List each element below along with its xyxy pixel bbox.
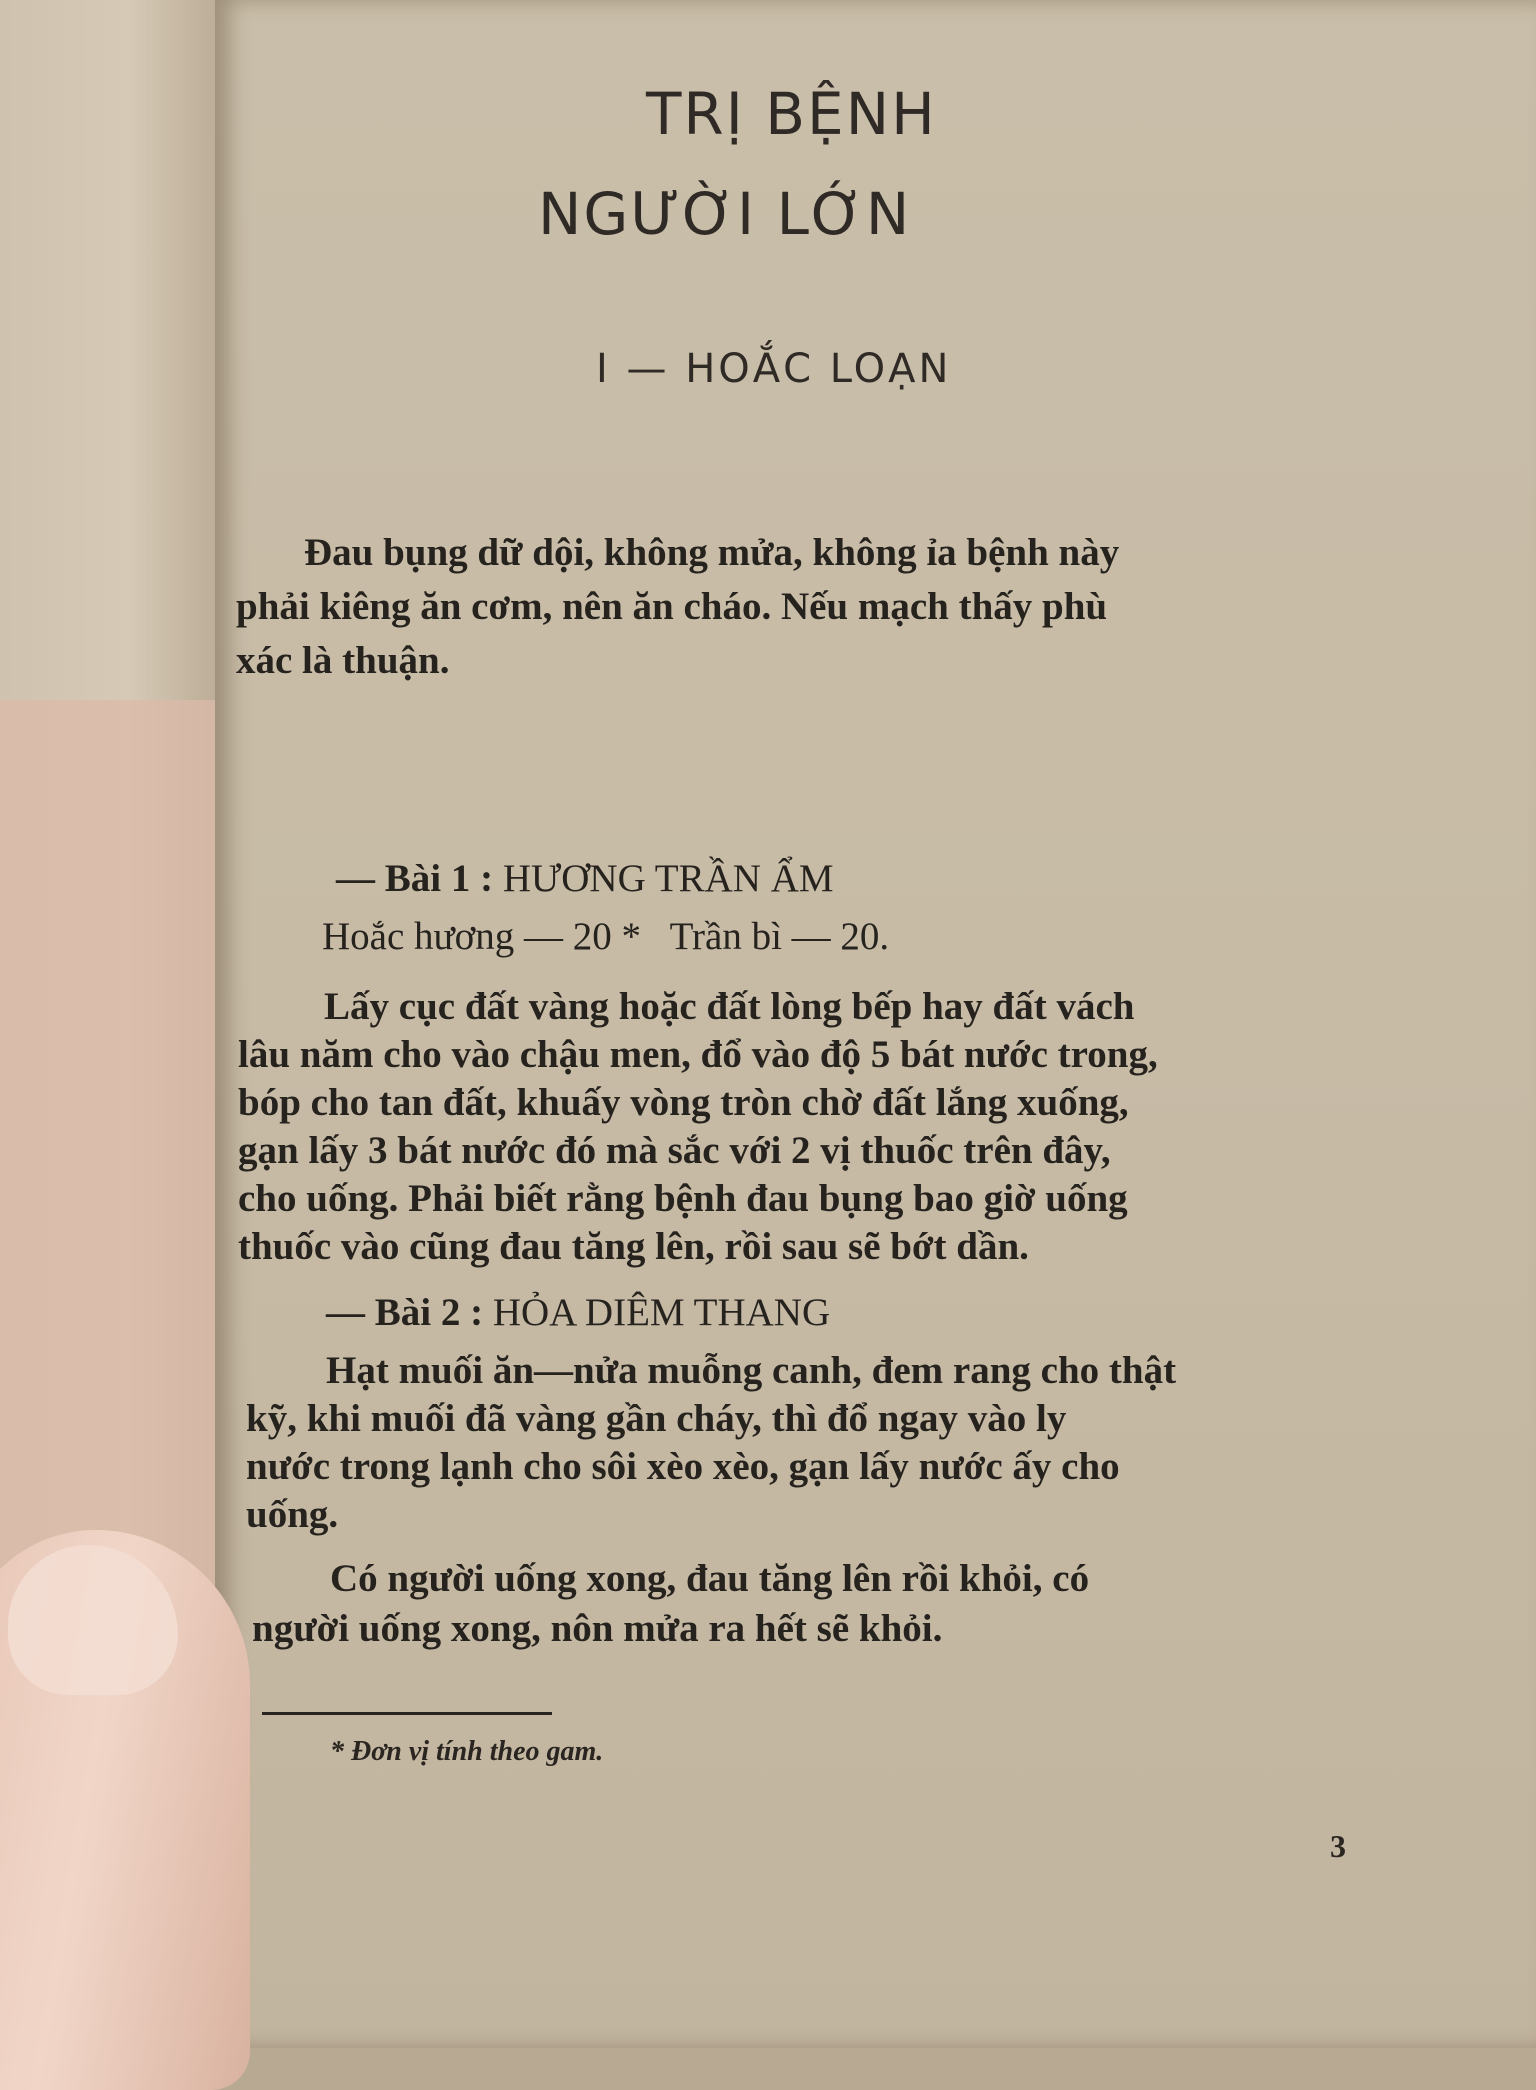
note-line: người uống xong, nôn mửa ra hết sẽ khỏi. — [252, 1607, 943, 1650]
recipe1-heading — [336, 854, 834, 903]
instruction-line: lâu năm cho vào chậu men, đổ vào độ 5 bát nước trong, — [238, 1033, 1158, 1076]
instruction-line: thuốc vào cũng đau tăng lên, rồi sau sẽ bớt dần. — [238, 1225, 1029, 1268]
intro-line: xác là thuận. — [236, 639, 450, 682]
instruction-line: nước trong lạnh cho sôi xèo xèo, gạn lấy nước ấy cho — [246, 1445, 1120, 1488]
page-title-line2: NGƯỜI LỚN — [538, 180, 912, 248]
footnote-divider — [262, 1712, 552, 1715]
intro-paragraph — [236, 528, 1416, 688]
recipe2-note — [252, 1554, 1392, 1664]
instruction-line: gạn lấy 3 bát nước đó mà sắc với 2 vị thuốc trên đây, — [238, 1129, 1111, 1172]
recipe1-instructions — [238, 982, 1398, 1282]
instruction-line: bóp cho tan đất, khuấy vòng tròn chờ đất lắng xuống, — [238, 1081, 1129, 1124]
instruction-line: kỹ, khi muối đã vàng gần cháy, thì đổ ngay vào ly — [246, 1397, 1067, 1440]
instruction-line: Lấy cục đất vàng hoặc đất lòng bếp hay đất vách — [324, 985, 1135, 1028]
instruction-line: Hạt muối ăn—nửa muỗng canh, đem rang cho thật — [326, 1349, 1177, 1392]
recipe1-label: — Bài 1 : — [336, 857, 494, 900]
instruction-line: cho uống. Phải biết rằng bệnh đau bụng bao giờ uống — [238, 1177, 1128, 1220]
note-line: Có người uống xong, đau tăng lên rồi khỏi, có — [330, 1557, 1090, 1600]
recipe2-instructions — [246, 1346, 1396, 1546]
page-number: 3 — [1330, 1828, 1346, 1864]
intro-line: phải kiêng ăn cơm, nên ăn cháo. Nếu mạch thấy phù — [236, 585, 1108, 628]
recipe1-name: HƯƠNG TRẦN ẨM — [502, 857, 834, 900]
footnote: * Đơn vị tính theo gam. — [330, 1736, 604, 1767]
page-title-line1: TRỊ BỆNH — [646, 80, 937, 148]
section-heading: I — HOẮC LOẠN — [596, 346, 952, 392]
recipe2-label: — Bài 2 : — [326, 1291, 484, 1334]
recipe2-heading — [326, 1288, 830, 1337]
recipe1-ingredients: Hoắc hương — 20 * Trần bì — 20. — [322, 915, 890, 958]
recipe2-name: HỎA DIÊM THANG — [492, 1291, 831, 1334]
intro-line: Đau bụng dữ dội, không mửa, không ỉa bệnh này — [304, 531, 1120, 574]
instruction-line: uống. — [246, 1493, 339, 1536]
